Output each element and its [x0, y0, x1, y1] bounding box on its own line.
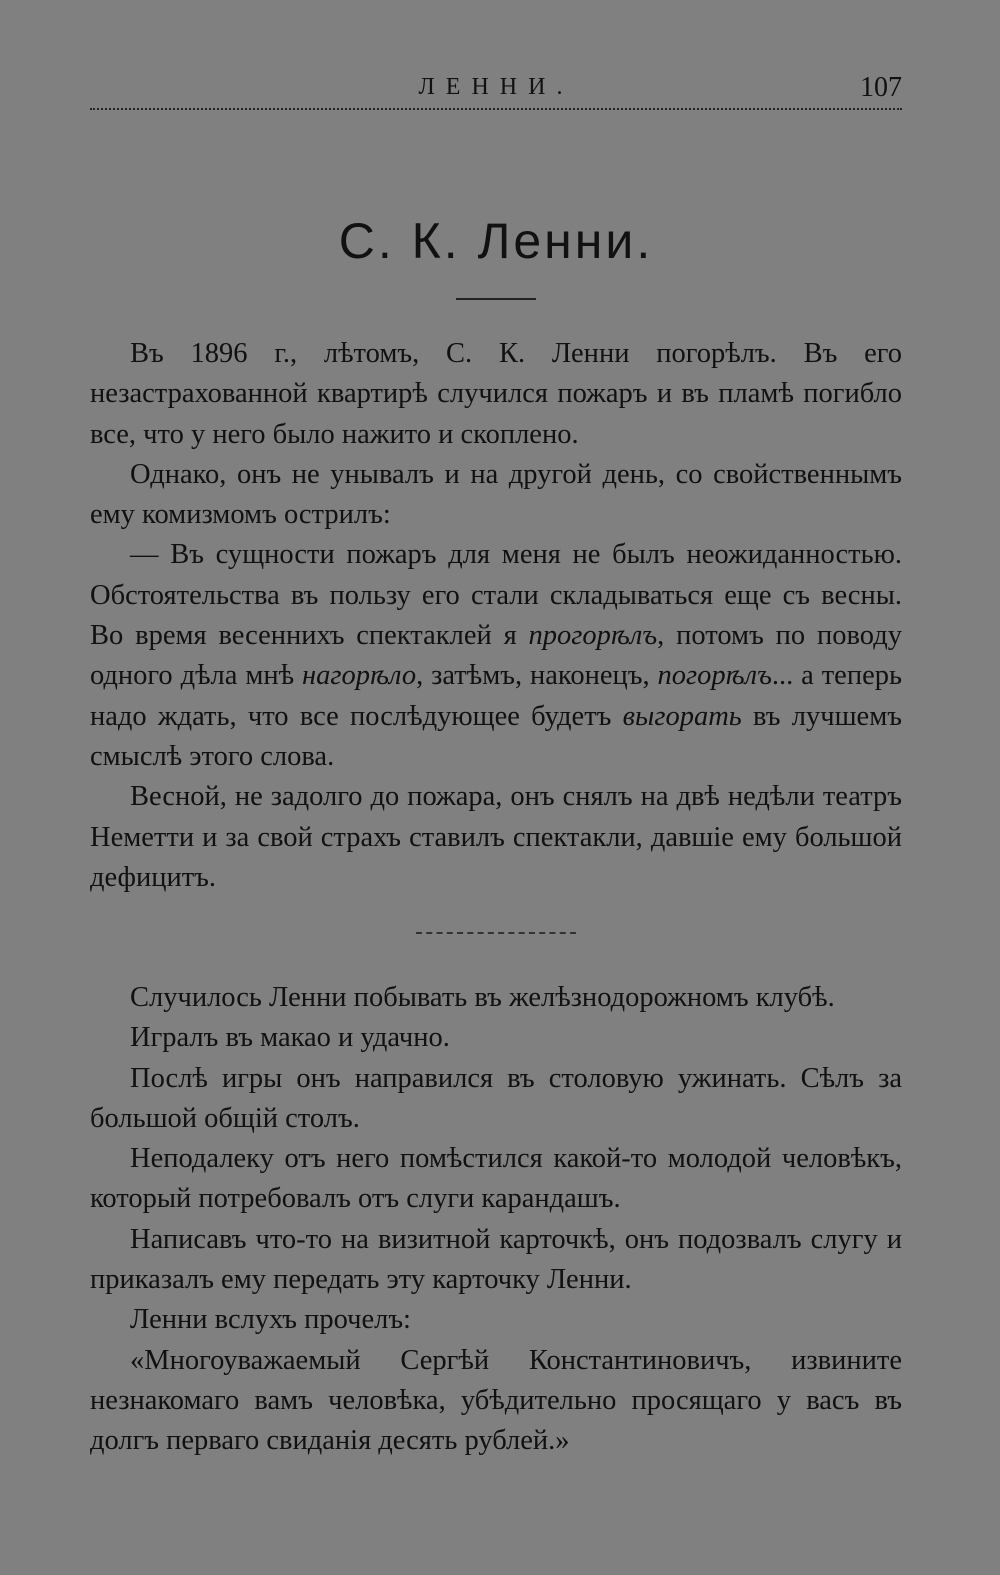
paragraph: Послѣ игры онъ направился въ столовую ужинать. Сѣлъ за большой общій столъ. [90, 1062, 902, 1134]
section-fire-anecdote [90, 334, 902, 898]
book-page [90, 0, 902, 1575]
running-head [90, 72, 902, 112]
paragraph: Игралъ въ макао и удачно. [130, 1022, 450, 1054]
section-club-anecdote [90, 978, 902, 1462]
italic-word: погорѣлъ [657, 660, 772, 692]
section-divider [416, 932, 576, 934]
chapter-title: С. К. Ленни. [338, 213, 654, 269]
quoted-card-text: «Многоуважаемый Сергѣй Константиновичъ, извините незнакомаго вамъ человѣка, убѣдительно просящаго у васъ въ долгъ перваго свиданія десять рублей.» [90, 1344, 902, 1457]
text-run: — Въ сущности пожаръ для меня не былъ неожиданностью. Обстоятельства въ пользу его стали складываться еще съ весны. Во время весеннихъ спектаклей я [90, 539, 902, 652]
paragraph: Неподалеку отъ него помѣстился какой-то молодой человѣкъ, который потребовалъ отъ слуги карандашъ. [90, 1143, 902, 1215]
italic-word: выгорать [622, 700, 742, 732]
paragraph: Въ 1896 г., лѣтомъ, С. К. Ленни погорѣлъ. Въ его незастрахованной квартирѣ случился пожаръ и въ пламѣ погибло все, что у него было нажито и скоплено. [90, 338, 902, 450]
header-dotted-rule [90, 108, 902, 110]
running-title: ЛЕННИ. [418, 74, 574, 100]
text-run: , затѣмъ, наконецъ, [416, 660, 658, 692]
italic-word: нагорѣло [302, 660, 417, 692]
italic-word: прогорѣлъ [528, 620, 658, 652]
paragraph: Весной, не задолго до пожара, онъ снялъ на двѣ недѣли театръ Неметти и за свой страхъ ставилъ спектакли, давшіе ему большой дефицитъ. [90, 781, 902, 893]
paragraph: Случилось Ленни побывать въ желѣзнодорожномъ клубѣ. [130, 982, 835, 1013]
text-run: въ лучшемъ смыслѣ этого слова. [90, 700, 902, 772]
title-rule [456, 298, 536, 300]
paragraph: Ленни вслухъ прочелъ: [130, 1304, 411, 1336]
page-number: 107 [860, 72, 902, 103]
text-run: , потомъ по поводу одного дѣла мнѣ [90, 620, 902, 692]
paragraph-wordplay [90, 535, 902, 777]
paragraph: Написавъ что-то на визитной карточкѣ, онъ подозвалъ слугу и приказалъ ему передать эту карточку Ленни. [90, 1223, 902, 1296]
text-run: ... а теперь надо ждать, что все послѣдующее будетъ [90, 660, 902, 732]
paragraph: Однако, онъ не унывалъ и на другой день, со свойственнымъ ему комизмомъ острилъ: [90, 458, 902, 531]
